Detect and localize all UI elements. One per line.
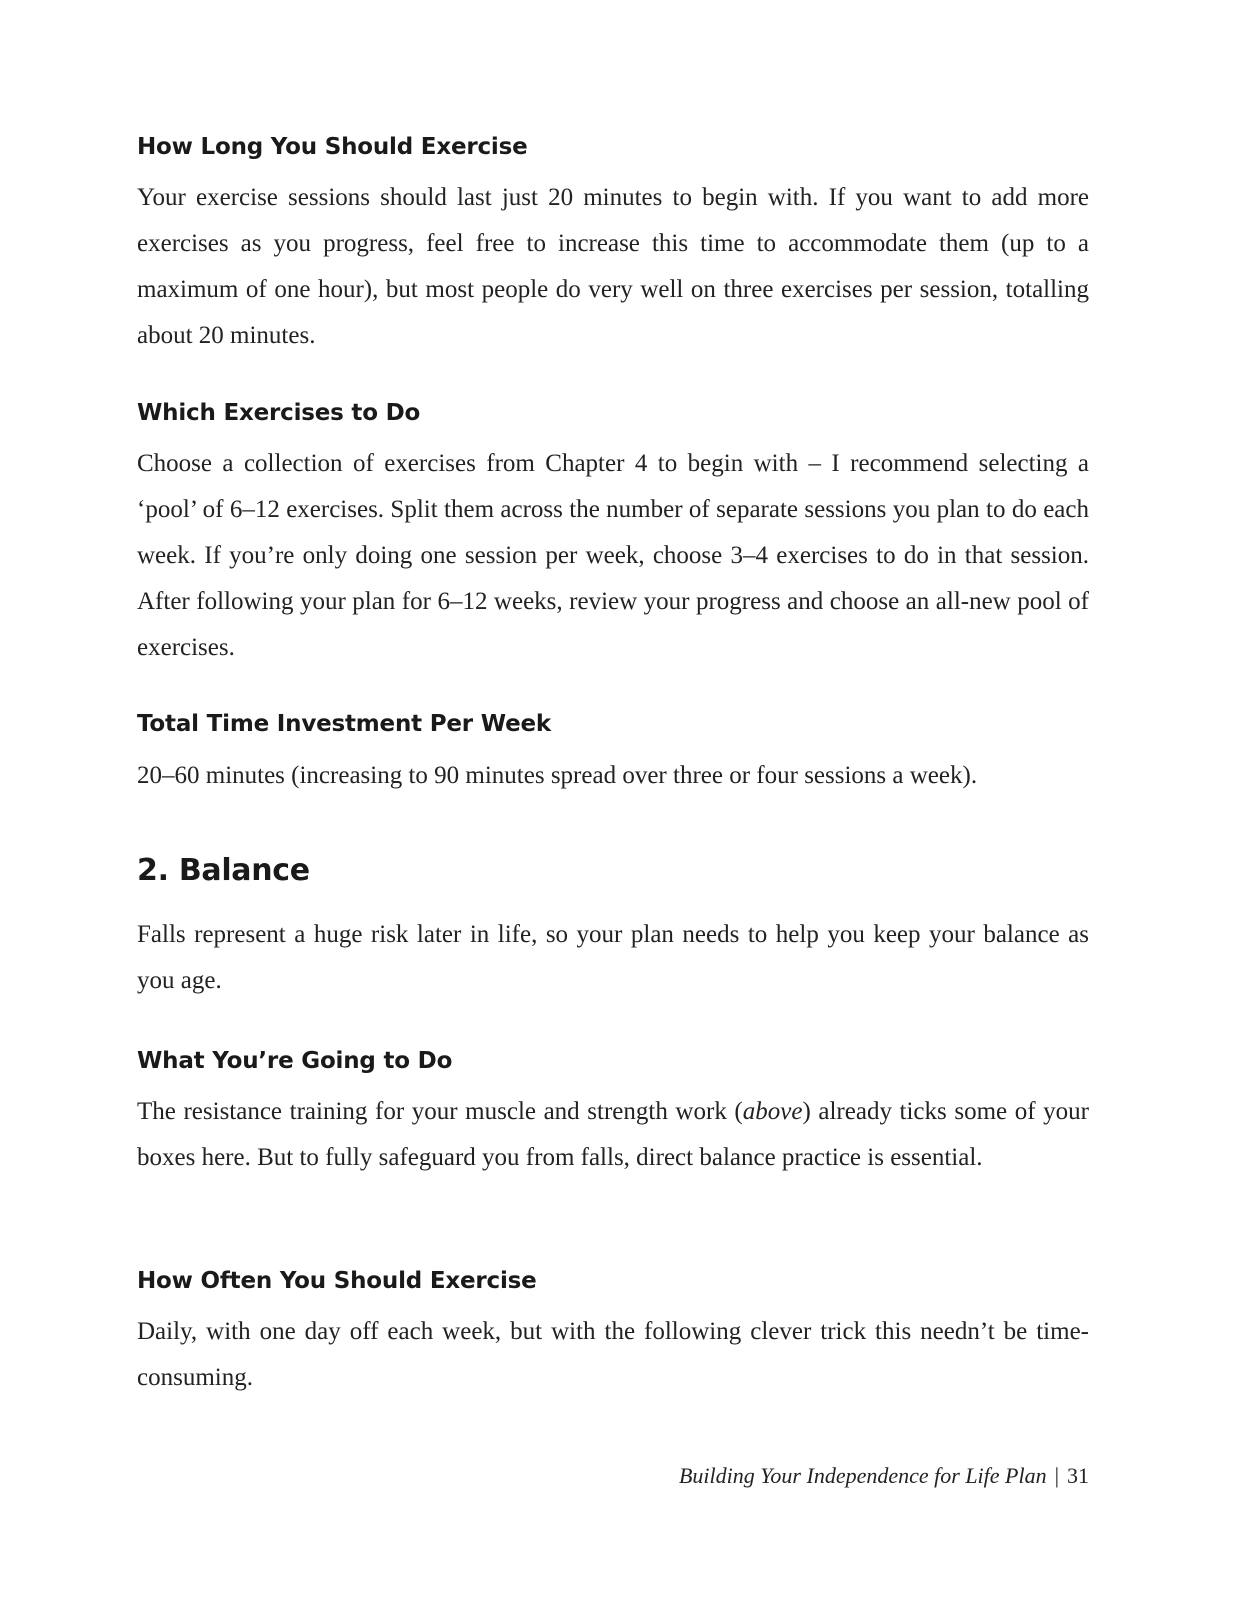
paragraph-how-long: Your exercise sessions should last just 20 minutes to begin with. If you want to add more exercises as you progress, feel free to increase this time to accommodate them (up to a maximum of one hour), but most people do very well on three exercises per session, totalling about 20 minutes. [137,184,1089,349]
heading-which-exercises: Which Exercises to Do [137,400,421,426]
page-number: 31 [1067,1463,1089,1488]
section-title-balance: 2. Balance [137,853,310,888]
heading-what-to-do: What You’re Going to Do [137,1048,453,1074]
footer-separator: | [1054,1463,1059,1488]
paragraph-how-often: Daily, with one day off each week, but with the following clever trick this needn’t be time-consuming. [137,1318,1089,1391]
paragraph-what-to-do-end: ) already ticks some of your boxes here. But to fully safeguard you from falls, direct balance practice is essential. [137,1098,1089,1171]
paragraph-what-to-do [137,1089,1089,1181]
paragraph-total-time: 20–60 minutes (increasing to 90 minutes spread over three or four sessions a week). [137,762,978,789]
footer-book-title: Building Your Independence for Life Plan [678,1463,1047,1488]
paragraph-balance-intro: Falls represent a huge risk later in life, so your plan needs to help you keep your balance as you age. [137,921,1089,994]
page-footer [679,1463,1089,1489]
heading-total-time: Total Time Investment Per Week [137,711,551,737]
paragraph-which-exercises: Choose a collection of exercises from Chapter 4 to begin with – I recommend selecting a ‘pool’ of 6–12 exercises. Split them across the number of separate sessions you plan to do each week. If you’re only doing one session per week, choose 3–4 exercises to do in that session. After following your plan for 6–12 weeks, review your progress and choose an all-new pool of exercises. [137,450,1089,661]
document-page [137,0,1089,1600]
emphasis-above: above [742,1098,803,1125]
paragraph-what-to-do-start: The resistance training for your muscle and strength work ( [137,1098,743,1125]
heading-how-often: How Often You Should Exercise [137,1268,537,1294]
heading-how-long: How Long You Should Exercise [137,134,528,160]
